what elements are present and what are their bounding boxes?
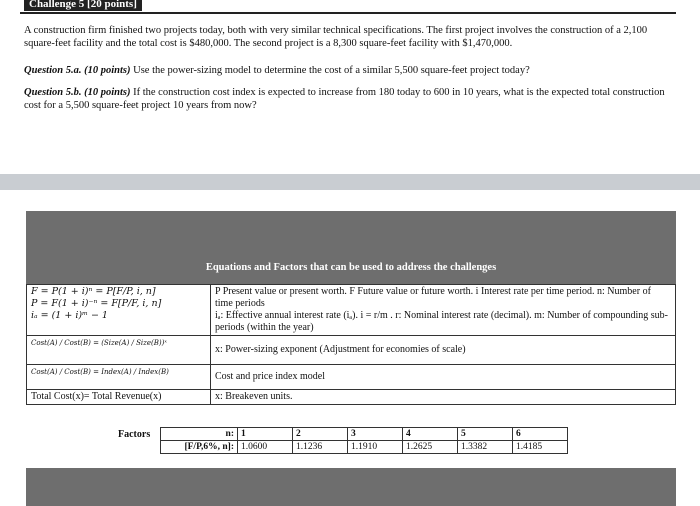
fp-label: [F/P,6%, n]:	[161, 441, 238, 454]
equation-row-power-sizing	[27, 336, 676, 365]
breakeven-formula: Total Cost(x)= Total Revenue(x)	[27, 390, 211, 405]
fp-value: 1.2625	[403, 441, 458, 454]
n-value: 5	[458, 428, 513, 441]
power-sizing-fraction: Cost(A) / Cost(B) = (Size(A) / Size(B))ˣ	[31, 339, 167, 347]
interest-formulas	[27, 285, 211, 336]
question-5a	[24, 64, 674, 77]
question-5a-text: Use the power-sizing model to determine the cost of a similar 5,500 square-feet project today?	[133, 65, 530, 76]
equation-row-interest	[27, 285, 676, 336]
n-value: 3	[348, 428, 403, 441]
fp-value: 1.1910	[348, 441, 403, 454]
n-value: 4	[403, 428, 458, 441]
desc-effective-rate: iₐ: Effective annual interest rate (iₐ). i = r/m . r: Nominal interest rate (decimal). m: Number of compounding sub-periods (within the year)	[215, 310, 669, 333]
formula-future-value: F = P(1 + i)ⁿ = P[F/P, i, n]	[31, 286, 156, 297]
equation-row-index	[27, 365, 676, 390]
n-value: 6	[513, 428, 568, 441]
separator-band	[0, 174, 700, 190]
formula-effective-rate: iₐ = (1 + i)ᵐ − 1	[31, 310, 108, 321]
challenge-header-rule	[20, 0, 676, 14]
factors-table	[160, 427, 568, 454]
factors-label: Factors	[118, 429, 151, 440]
index-fraction: Cost(A) / Cost(B) = Index(A) / Index(B)	[31, 368, 169, 376]
fp-value: 1.1236	[293, 441, 348, 454]
fp-value: 1.0600	[238, 441, 293, 454]
question-5b	[24, 86, 674, 112]
challenge-title: Challenge 5 [20 points]	[24, 0, 142, 11]
question-5b-label: Question 5.b. (10 points)	[24, 87, 131, 98]
desc-values: P Present value or present worth. F Future value or future worth. i Interest rate per time period. n: Number of time periods	[215, 286, 651, 309]
question-5a-label: Question 5.a. (10 points)	[24, 65, 131, 76]
fp-value: 1.3382	[458, 441, 513, 454]
factors-fp-row	[161, 441, 568, 454]
question-5b-text: If the construction cost index is expected to increase from 180 today to 600 in 10 years, what is the expected total construction cost for a 5,500 square-feet project 10 years from now?	[24, 87, 665, 111]
fp-value: 1.4185	[513, 441, 568, 454]
factors-n-row	[161, 428, 568, 441]
breakeven-desc: x: Breakeven units.	[211, 390, 676, 405]
equation-row-breakeven	[27, 390, 676, 405]
power-sizing-desc: x: Power-sizing exponent (Adjustment for economies of scale)	[211, 336, 676, 365]
challenge-intro: A construction firm finished two projects today, both with very similar technical specifications. The first project involves the construction of a 2,100 square-feet facility and the total cost is $480,000. The second project is a 8,300 square-feet facility with $1,470,000.	[24, 25, 648, 49]
equations-header: Equations and Factors that can be used to address the challenges	[205, 262, 497, 273]
bottom-panel	[26, 468, 676, 506]
n-label: n:	[161, 428, 238, 441]
power-sizing-formula	[27, 336, 211, 365]
interest-descriptions	[211, 285, 676, 336]
n-value: 1	[238, 428, 293, 441]
index-desc: Cost and price index model	[211, 365, 676, 390]
index-formula	[27, 365, 211, 390]
equations-table	[26, 284, 676, 405]
formula-present-value: P = F(1 + i)⁻ⁿ = F[P/F, i, n]	[31, 298, 162, 309]
n-value: 2	[293, 428, 348, 441]
